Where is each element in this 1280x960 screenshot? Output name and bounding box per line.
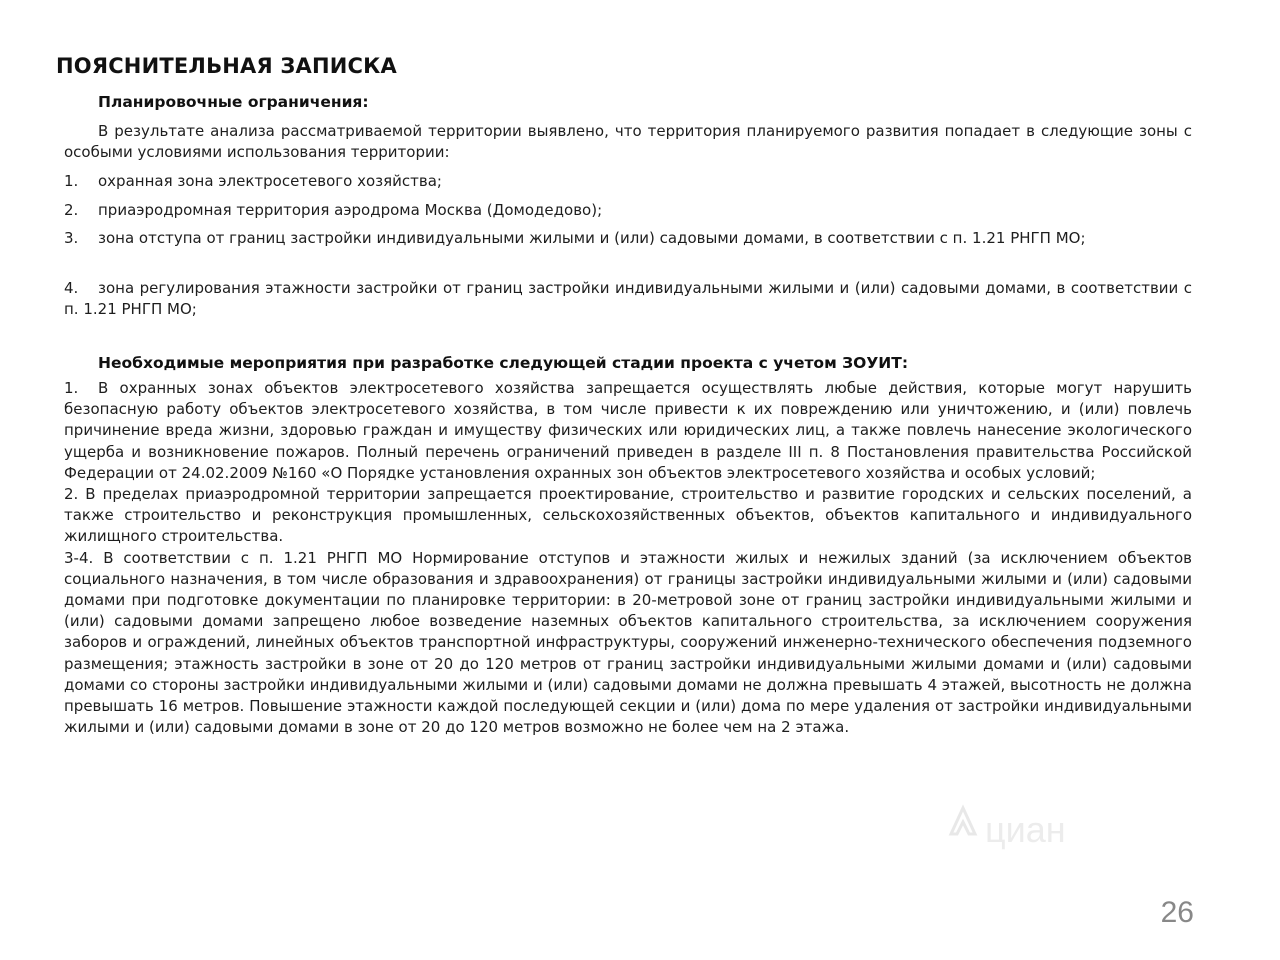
- document-title: ПОЯСНИТЕЛЬНАЯ ЗАПИСКА: [56, 54, 397, 78]
- measures-block: [64, 378, 1192, 738]
- svg-text:циан: циан: [985, 809, 1066, 850]
- measure-paragraph-2: 2. В пределах приаэродромной территории запрещается проектирование, строительство и развитие городских и сельских поселений, а также строительство и реконструкция промышленных, сельскохозяйственных объектов, объектов капитального и индивидуального жилищного строительства.: [64, 485, 1192, 546]
- list-item-number: 4.: [64, 279, 79, 297]
- list-item-number: 3.: [64, 229, 79, 247]
- measure-paragraph-3: 3-4. В соответствии с п. 1.21 РНГП МО Нормирование отступов и этажности жилых и нежилых зданий (за исключением объектов социального назначения, в том числе образования и здравоохранения) от границы застройки индивидуальными жилыми и (или) садовыми домами при подготовке документации по планировке территории: в 20-метровой зоне от границ застройки индивидуальными жилыми и (или) садовыми домами запрещено любое возведение наземных объектов капитального строительства, за исключением сооружения заборов и ограждений, линейных объектов транспортной инфраструктуры, сооружений инженерно-технического обеспечения подземного размещения; этажность застройки в зоне от 20 до 120 метров от границ застройки индивидуальными жилыми домами и (или) садовыми домами со стороны застройки индивидуальными жилыми и (или) садовыми домами не должна превышать 4 этажей, высотность не должна превышать 16 метров. Повышение этажности каждой последующей секции и (или) дома по мере удаления от застройки индивидуальными жилыми и (или) садовыми домами в зоне от 20 до 120 метров возможно не более чем на 2 этажа.: [64, 548, 1192, 737]
- section-heading-planning-restrictions: Планировочные ограничения:: [98, 93, 369, 111]
- list-item-text: зона регулирования этажности застройки от границ застройки индивидуальными жилыми и (или) садовыми домами, в соответствии с п. 1.21 РНГП МО;: [64, 279, 1192, 318]
- watermark-logo-icon: [945, 800, 1145, 860]
- measure-paragraph-1: [64, 378, 1192, 484]
- list-item-text: зона отступа от границ застройки индивидуальными жилыми и (или) садовыми домами, в соответствии с п. 1.21 РНГП МО;: [98, 229, 1086, 247]
- intro-paragraph: В результате анализа рассматриваемой территории выявлено, что территория планируемого развития попадает в следующие зоны с особыми условиями использования территории:: [64, 122, 1192, 161]
- list-item-text: охранная зона электросетевого хозяйства;: [98, 172, 442, 190]
- list-item-number: 1.: [64, 172, 79, 190]
- watermark: [945, 790, 1145, 850]
- list-item-text: приаэродромная территория аэродрома Москва (Домодедово);: [98, 201, 603, 219]
- section-heading-required-measures: Необходимые мероприятия при разработке следующей стадии проекта с учетом ЗОУИТ:: [98, 354, 909, 372]
- list-item-number: 2.: [64, 201, 79, 219]
- list-item: [64, 228, 1192, 249]
- list-item: [64, 278, 1192, 320]
- measure-number: 1.: [64, 379, 79, 397]
- list-item: [64, 171, 1192, 192]
- list-item: [64, 200, 1192, 221]
- page-number: 26: [1160, 896, 1194, 929]
- measure-text: В охранных зонах объектов электросетевого хозяйства запрещается осуществлять любые действия, которые могут нарушить безопасную работу объектов электросетевого хозяйства, в том числе привести к их повреждению или уничтожению, и (или) повлечь причинение вреда жизни, здоровью граждан и имуществу физических или юридических лиц, а также повлечь нанесение экологического ущерба и возникновение пожаров. Полный перечень ограничений приведен в разделе III п. 8 Постановления правительства Российской Федерации от 24.02.2009 №160 «О Порядке установления охранных зон объектов электросетевого хозяйства и особых условий;: [64, 379, 1192, 482]
